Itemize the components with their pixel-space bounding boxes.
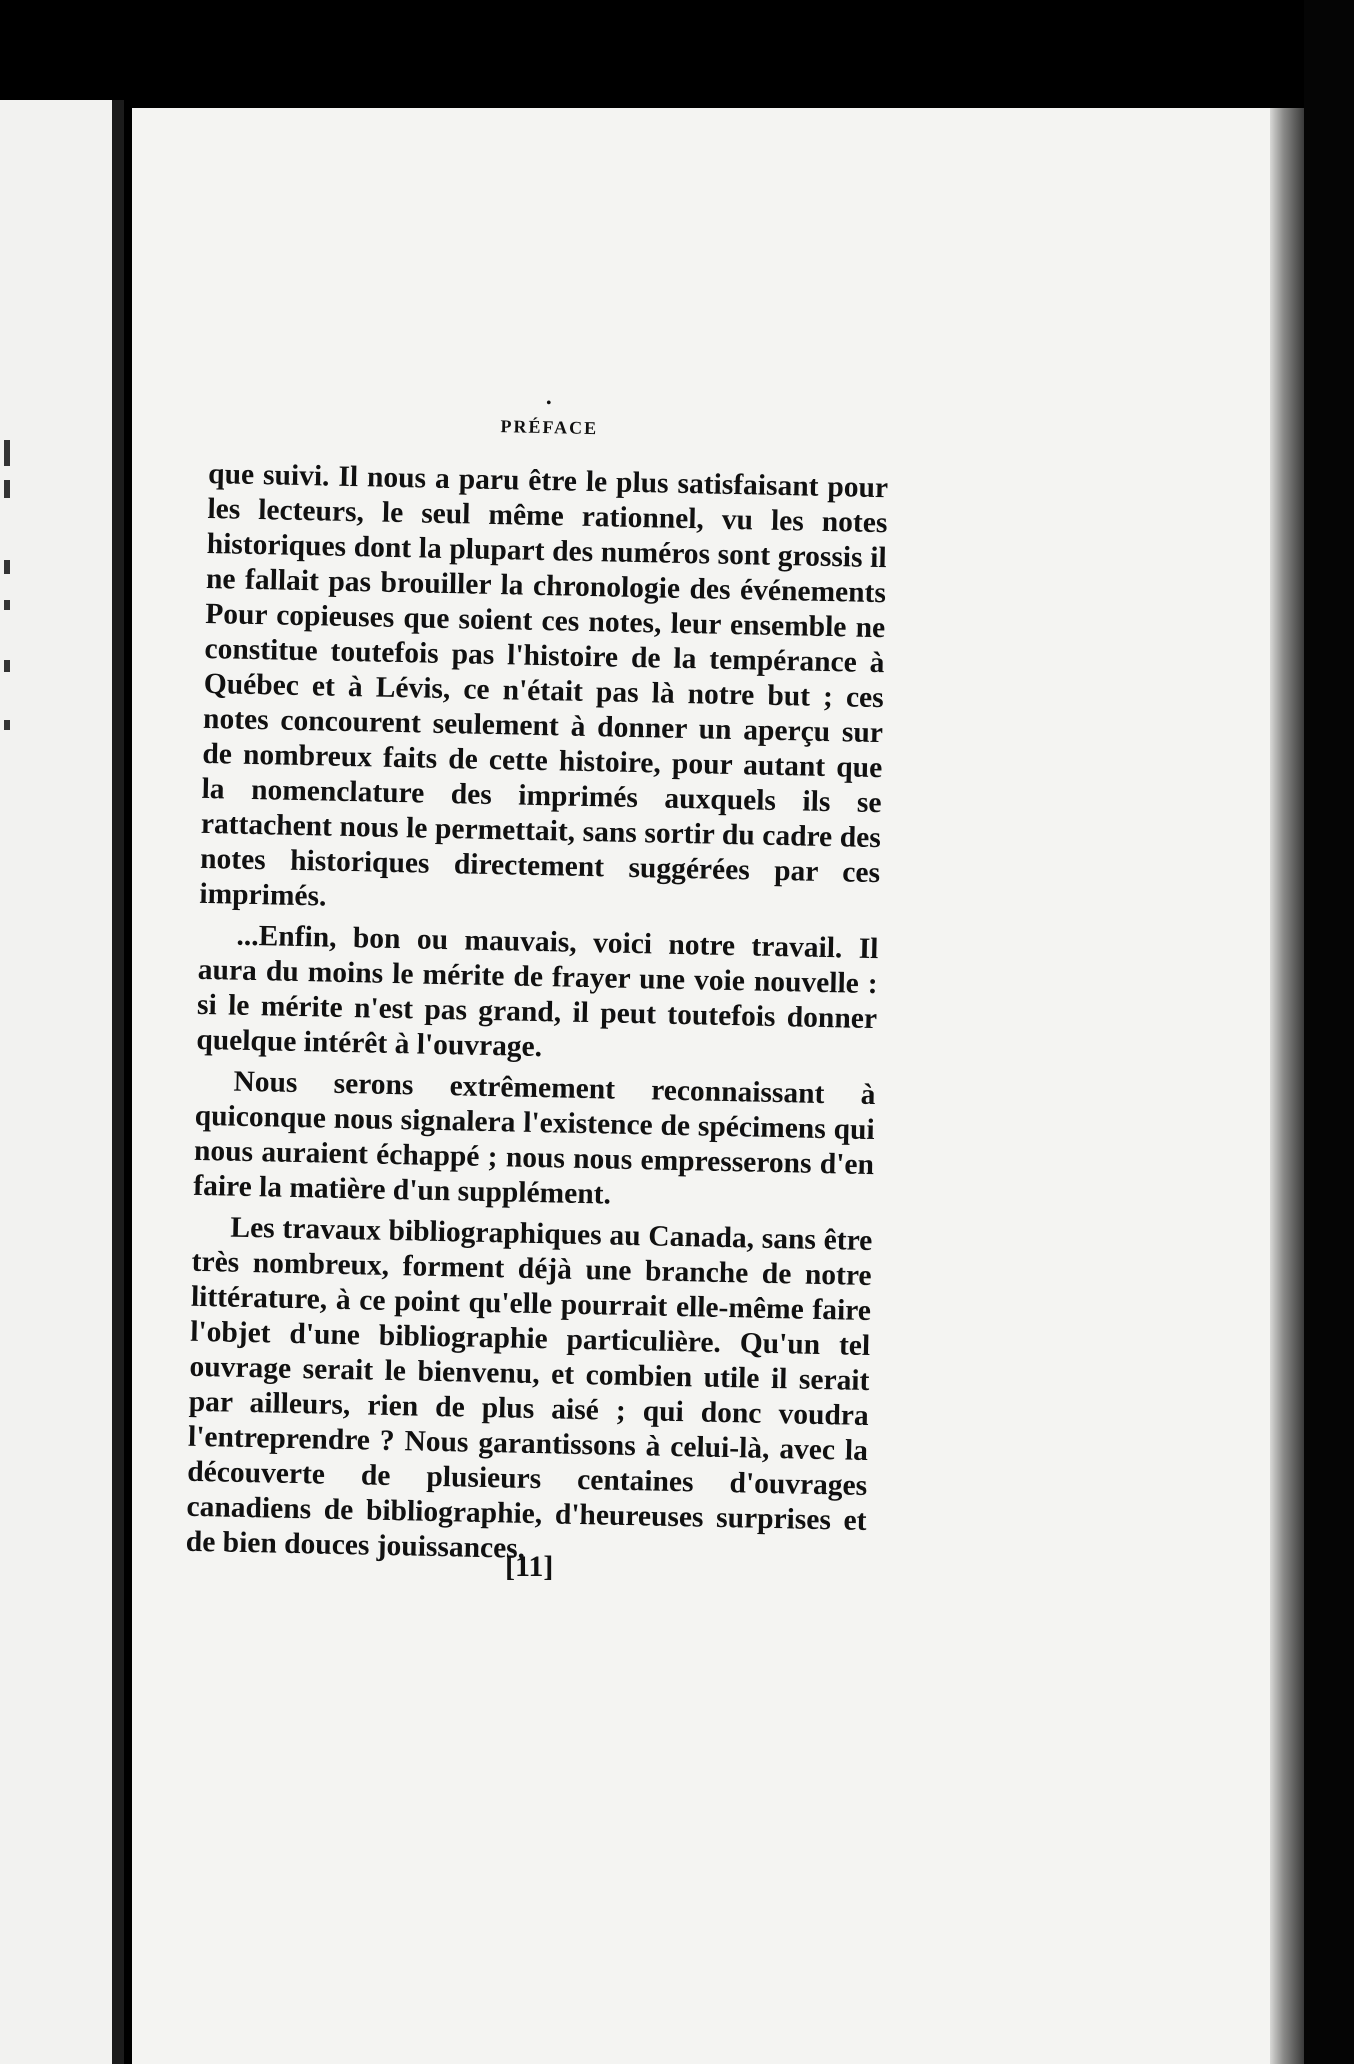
- scan-background-right: [1304, 0, 1354, 2064]
- ornament-dot-icon: •: [546, 396, 554, 412]
- previous-page-edge: [0, 100, 112, 2064]
- running-head-label: PRÉFACE: [500, 416, 599, 439]
- page-number: [11]: [505, 1550, 554, 1583]
- paragraph-continuation: que suivi. Il nous a paru être le plus satisfaisant pour les lecteurs, le seul même rationnel, vu les notes historiques dont la plupart des numéros sont grossis il ne fallait pas brouiller la chronologie des événements Pour copieuses que soient ces notes, leur ensemble ne constitue toutefois pas l'histoire de la tempérance à Québec et à Lévis, ce n'était pas là notre but ; ces notes concourent seulement à donner un aperçu sur de nombreux faits de cette histoire, pour autant que la nomenclature des imprimés auxquels ils se rattachent nous le permettait, sans sortir du cadre des notes historiques directement suggérées par ces imprimés.: [199, 457, 889, 913]
- paragraph: ...Enfin, bon ou mauvais, voici notre travail. Il aura du moins le mérite de frayer une voie nouvelle : si le mérite n'est pas grand, il peut toutefois donner quelque intérêt à l'ouvrage.: [196, 919, 879, 1064]
- page-text-block: [185, 390, 889, 1580]
- previous-page-text-fragments: [0, 440, 20, 740]
- paragraph: Nous serons extrêmement reconnaissant à quiconque nous signalera l'existence de spécimens qui nous auraient échappé ; nous nous empresserons d'en faire la matière d'un supplément.: [192, 1065, 876, 1211]
- page-fore-edge: [1270, 108, 1304, 2064]
- paragraph: Les travaux bibliographiques au Canada, sans être très nombreux, forment déjà une branche de notre littérature, à ce point qu'elle pourrait elle-même faire l'objet d'une bibliographie particulière. Qu'un tel ouvrage serait le bienvenu, et combien utile il serait par ailleurs, rien de plus aisé ; qui donc voudra l'entreprendre ? Nous garantissons à celui-là, avec la découverte de plusieurs centaines d'ouvrages canadiens de bibliographie, d'heureuses surprises et de bien douces jouissances.: [185, 1211, 873, 1565]
- gutter-shadow: [112, 100, 124, 2064]
